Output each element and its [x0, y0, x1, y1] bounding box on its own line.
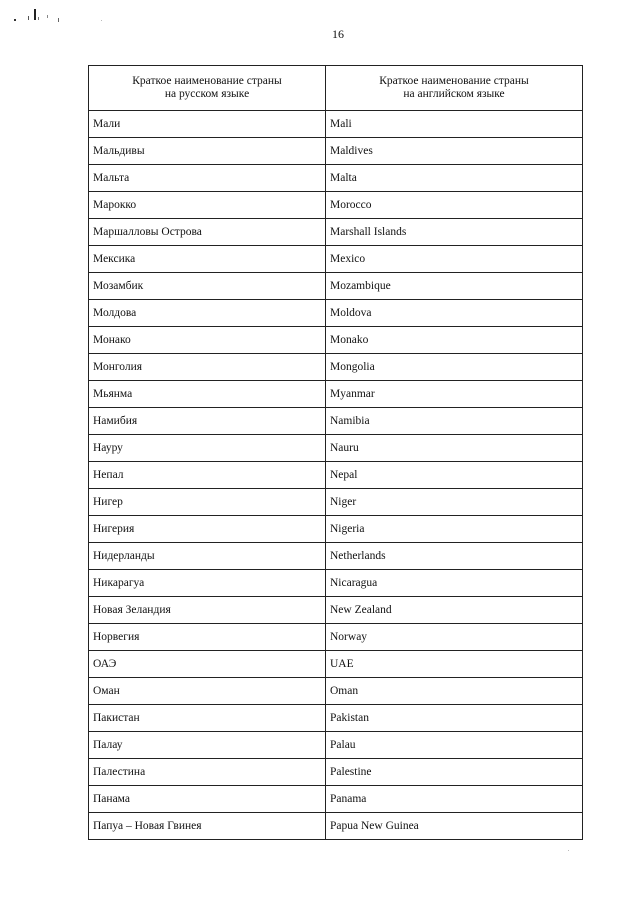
table-row: [89, 219, 583, 246]
country-name-english: Monako: [326, 327, 583, 354]
table-row: [89, 138, 583, 165]
country-name-english: Myanmar: [326, 381, 583, 408]
country-name-english: Mali: [326, 111, 583, 138]
table-row: [89, 192, 583, 219]
country-names-table: [88, 65, 583, 840]
table-row: [89, 381, 583, 408]
scan-speck: [568, 850, 569, 851]
table-row: [89, 327, 583, 354]
country-name-russian: Монголия: [89, 354, 326, 381]
country-name-russian: Марокко: [89, 192, 326, 219]
country-name-russian: Норвегия: [89, 624, 326, 651]
country-name-english: Morocco: [326, 192, 583, 219]
country-name-russian: Нигер: [89, 489, 326, 516]
table-row: [89, 489, 583, 516]
country-name-english: Norway: [326, 624, 583, 651]
country-name-english: UAE: [326, 651, 583, 678]
country-name-english: Nauru: [326, 435, 583, 462]
country-name-english: Moldova: [326, 300, 583, 327]
table-row: [89, 300, 583, 327]
table-row: [89, 408, 583, 435]
country-name-english: Maldives: [326, 138, 583, 165]
country-name-english: Marshall Islands: [326, 219, 583, 246]
country-name-russian: ОАЭ: [89, 651, 326, 678]
country-name-english: Niger: [326, 489, 583, 516]
country-name-english: Malta: [326, 165, 583, 192]
table-row: [89, 705, 583, 732]
table-row: [89, 165, 583, 192]
country-name-russian: Новая Зеландия: [89, 597, 326, 624]
page-number: 16: [332, 27, 344, 41]
header-english-line-1: Краткое наименование страны: [379, 75, 529, 87]
table-row: [89, 624, 583, 651]
country-name-english: Pakistan: [326, 705, 583, 732]
header-english-name: [326, 66, 583, 111]
country-name-english: Nicaragua: [326, 570, 583, 597]
scan-speck: [101, 20, 102, 21]
scan-artifact-marks: [14, 8, 74, 22]
country-name-english: Panama: [326, 786, 583, 813]
table-row: [89, 543, 583, 570]
country-name-russian: Мальдивы: [89, 138, 326, 165]
table-row: [89, 813, 583, 840]
table-row: [89, 462, 583, 489]
country-name-english: Nepal: [326, 462, 583, 489]
country-name-english: Namibia: [326, 408, 583, 435]
table-row: [89, 732, 583, 759]
country-name-russian: Мексика: [89, 246, 326, 273]
country-name-russian: Палау: [89, 732, 326, 759]
country-name-russian: Молдова: [89, 300, 326, 327]
country-name-russian: Маршалловы Острова: [89, 219, 326, 246]
country-name-english: Mongolia: [326, 354, 583, 381]
table-row: [89, 111, 583, 138]
country-name-russian: Панама: [89, 786, 326, 813]
country-name-english: Papua New Guinea: [326, 813, 583, 840]
country-name-russian: Мали: [89, 111, 326, 138]
table-row: [89, 273, 583, 300]
country-name-russian: Мьянма: [89, 381, 326, 408]
country-name-english: New Zealand: [326, 597, 583, 624]
country-name-russian: Монако: [89, 327, 326, 354]
country-name-english: Oman: [326, 678, 583, 705]
country-name-english: Nigeria: [326, 516, 583, 543]
header-russian-name: [89, 66, 326, 111]
country-name-russian: Нидерланды: [89, 543, 326, 570]
country-name-russian: Папуа – Новая Гвинея: [89, 813, 326, 840]
country-name-russian: Мозамбик: [89, 273, 326, 300]
country-name-russian: Намибия: [89, 408, 326, 435]
country-name-russian: Непал: [89, 462, 326, 489]
table-row: [89, 597, 583, 624]
table-row: [89, 651, 583, 678]
country-name-russian: Нигерия: [89, 516, 326, 543]
table-row: [89, 354, 583, 381]
table-row: [89, 786, 583, 813]
header-russian-line-2: на русском языке: [164, 88, 250, 100]
table-row: [89, 678, 583, 705]
table-row: [89, 435, 583, 462]
country-name-russian: Никарагуа: [89, 570, 326, 597]
country-name-russian: Палестина: [89, 759, 326, 786]
country-name-english: Palau: [326, 732, 583, 759]
country-name-russian: Пакистан: [89, 705, 326, 732]
table-body: [89, 111, 583, 840]
country-name-english: Mozambique: [326, 273, 583, 300]
table-row: [89, 570, 583, 597]
country-name-russian: Мальта: [89, 165, 326, 192]
country-name-russian: Науру: [89, 435, 326, 462]
country-name-english: Netherlands: [326, 543, 583, 570]
table-header-row: [89, 66, 583, 111]
table-row: [89, 516, 583, 543]
header-english-line-2: на английском языке: [403, 88, 505, 100]
country-name-english: Palestine: [326, 759, 583, 786]
table-row: [89, 246, 583, 273]
table-row: [89, 759, 583, 786]
header-russian-line-1: Краткое наименование страны: [132, 75, 282, 87]
country-name-russian: Оман: [89, 678, 326, 705]
country-name-english: Mexico: [326, 246, 583, 273]
